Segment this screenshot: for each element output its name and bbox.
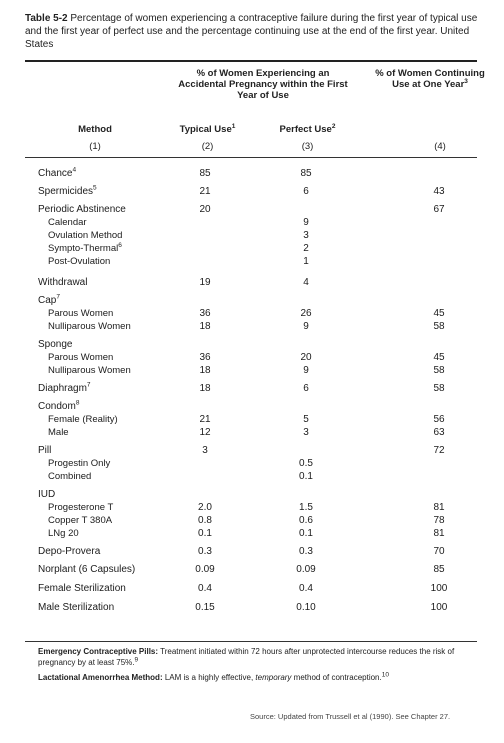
row-label: Parous Women xyxy=(48,352,114,363)
table-row xyxy=(0,470,504,484)
table-row xyxy=(0,426,504,440)
perfect-value: 3 xyxy=(303,427,309,438)
perfect-value: 2 xyxy=(303,243,309,254)
row-label: Withdrawal xyxy=(38,277,88,288)
continuing-header: % of Women Continuing Use at One Year$^3$ xyxy=(375,68,485,90)
row-label: Male xyxy=(48,427,69,438)
group-header: % of Women Experiencing an Accidental Pregnancy within the First Year of Use xyxy=(178,68,348,101)
table-row xyxy=(0,382,504,396)
continuing-value: 100 xyxy=(430,602,448,613)
table-row xyxy=(0,307,504,321)
typical-value: 0.1 xyxy=(198,528,212,539)
footnote-lam: Lactational Amenorrhea Method: LAM is a highly effective, temporary method of contraception.$^{10}$ xyxy=(38,671,389,682)
table-row xyxy=(0,276,504,290)
continuing-value: 100 xyxy=(430,583,448,594)
table-row xyxy=(0,320,504,334)
row-footnote-mark: 5 xyxy=(93,184,97,192)
typical-value: 21 xyxy=(199,414,211,425)
row-label: Depo-Provera xyxy=(38,546,101,557)
row-label: Ovulation Method xyxy=(48,230,123,241)
perfect-value: 6 xyxy=(303,186,309,197)
row-label: Female Sterilization xyxy=(38,583,126,594)
perfect-header: Perfect Use$^2$ xyxy=(279,122,336,135)
row-label: Spermicides$^5$ xyxy=(38,184,97,197)
continuing-value: 81 xyxy=(433,528,445,539)
perfect-value: 1 xyxy=(303,256,309,267)
perfect-value: 3 xyxy=(303,230,309,241)
table-row xyxy=(0,216,504,230)
continuing-value: 58 xyxy=(433,383,445,394)
table-row xyxy=(0,167,504,181)
row-label: Male Sterilization xyxy=(38,602,115,613)
typical-value: 3 xyxy=(202,445,208,456)
bottom-rule xyxy=(25,641,477,642)
row-label: LNg 20 xyxy=(48,528,79,539)
continuing-value: 72 xyxy=(433,445,445,456)
table-row xyxy=(0,563,504,577)
typical-value: 2.0 xyxy=(198,502,212,513)
table-row xyxy=(0,364,504,378)
col2-label: (2) xyxy=(201,141,214,152)
table-row xyxy=(0,501,504,515)
perfect-value: 1.5 xyxy=(299,502,313,513)
footnote-ecp: Emergency Contraceptive Pills: Treatment initiated within 72 hours after unprotected intercourse reduces the risk of pregnancy by at least 75%.$^9$ xyxy=(38,647,455,667)
typical-value: 20 xyxy=(199,204,211,215)
typical-value: 19 xyxy=(199,277,211,288)
perfect-value: 0.1 xyxy=(299,471,313,482)
row-label: Sympto-Thermal$^6$ xyxy=(48,241,122,254)
perfect-value: 9 xyxy=(303,321,309,332)
continuing-value: 58 xyxy=(433,365,445,376)
typical-value: 36 xyxy=(199,308,211,319)
typical-value: 36 xyxy=(199,352,211,363)
typical-value: 0.15 xyxy=(195,602,215,613)
continuing-value: 70 xyxy=(433,546,445,557)
table-row xyxy=(0,255,504,269)
table-row xyxy=(0,545,504,559)
table-row xyxy=(0,457,504,471)
row-footnote-mark: 4 xyxy=(72,166,77,174)
row-label: Sponge xyxy=(38,339,73,350)
row-label: Female (Reality) xyxy=(48,414,118,425)
perfect-value: 4 xyxy=(303,277,309,288)
continuing-value: 45 xyxy=(433,308,445,319)
continuing-value: 81 xyxy=(433,502,445,513)
row-label: Nulliparous Women xyxy=(48,321,131,332)
table-row xyxy=(0,229,504,243)
table-row xyxy=(0,294,504,308)
row-footnote-mark: 8 xyxy=(75,399,80,407)
caption-text: Percentage of women experiencing a contraceptive failure during the first year of typical use and the first year of perfect use and the percentage continuing use at the end of the first year. United States xyxy=(25,13,478,50)
col3-label: (3) xyxy=(301,141,314,152)
typical-value: 12 xyxy=(199,427,211,438)
row-footnote-mark: 7 xyxy=(86,381,91,389)
row-label: Diaphragm$^7$ xyxy=(38,381,91,394)
source-note: Source: Updated from Trussell et al (1990). See Chapter 27. xyxy=(250,712,451,721)
perfect-value: 0.09 xyxy=(296,564,316,575)
continuing-value: 85 xyxy=(433,564,445,575)
continuing-value: 67 xyxy=(433,204,445,215)
col4-label: (4) xyxy=(434,141,446,152)
row-label: Combined xyxy=(48,471,92,482)
perfect-value: 0.10 xyxy=(296,602,316,613)
table-row xyxy=(0,185,504,199)
table-row xyxy=(0,514,504,528)
table-label: Table 5-2 xyxy=(25,13,68,24)
row-footnote-mark: 7 xyxy=(56,293,60,301)
typical-value: 18 xyxy=(199,383,211,394)
row-label: Periodic Abstinence xyxy=(38,204,126,215)
perfect-value: 0.3 xyxy=(299,546,313,557)
row-label: Post-Ovulation xyxy=(48,256,111,267)
row-label: Norplant (6 Capsules) xyxy=(38,564,136,575)
typical-header: Typical Use$^1$ xyxy=(179,122,236,135)
table-row xyxy=(0,242,504,256)
continuing-value: 63 xyxy=(433,427,445,438)
row-label: Calendar xyxy=(48,217,87,228)
table-row xyxy=(0,351,504,365)
table-row xyxy=(0,444,504,458)
table-row xyxy=(0,400,504,414)
continuing-value: 45 xyxy=(433,352,445,363)
typical-value: 18 xyxy=(199,365,211,376)
typical-value: 0.4 xyxy=(198,583,212,594)
row-label: Nulliparous Women xyxy=(48,365,131,376)
row-label: Parous Women xyxy=(48,308,114,319)
typical-value: 85 xyxy=(199,168,211,179)
header-rule xyxy=(25,157,477,158)
row-label: Progesterone T xyxy=(48,502,114,513)
perfect-value: 0.6 xyxy=(299,515,313,526)
row-label: Copper T 380A xyxy=(48,515,113,526)
continuing-value: 58 xyxy=(433,321,445,332)
perfect-value: 0.4 xyxy=(299,583,313,594)
row-footnote-mark: 6 xyxy=(118,241,122,249)
method-header: Method xyxy=(78,124,112,135)
typical-value: 21 xyxy=(199,186,211,197)
perfect-value: 26 xyxy=(300,308,312,319)
typical-value: 0.09 xyxy=(195,564,215,575)
top-rule xyxy=(25,60,477,62)
row-label: IUD xyxy=(38,489,56,500)
perfect-value: 9 xyxy=(303,217,309,228)
row-label: Chance$^4$ xyxy=(38,166,77,179)
perfect-value: 0.5 xyxy=(299,458,313,469)
perfect-value: 6 xyxy=(303,383,309,394)
continuing-value: 78 xyxy=(433,515,445,526)
continuing-value: 43 xyxy=(433,186,445,197)
perfect-value: 85 xyxy=(300,168,312,179)
typical-value: 18 xyxy=(199,321,211,332)
row-label: Progestin Only xyxy=(48,458,111,469)
table-row xyxy=(0,527,504,541)
row-label: Pill xyxy=(38,445,52,456)
row-label: Condom$^8$ xyxy=(38,399,80,412)
row-label: Cap$^7$ xyxy=(38,293,60,306)
table-row xyxy=(0,203,504,217)
typical-value: 0.3 xyxy=(198,546,212,557)
perfect-value: 5 xyxy=(303,414,309,425)
perfect-value: 9 xyxy=(303,365,309,376)
col1-label: (1) xyxy=(89,141,101,152)
typical-value: 0.8 xyxy=(198,515,212,526)
table-row xyxy=(0,413,504,427)
table-row xyxy=(0,338,504,352)
perfect-value: 20 xyxy=(300,352,312,363)
continuing-value: 56 xyxy=(433,414,445,425)
table-row xyxy=(0,582,504,596)
table-caption xyxy=(25,12,485,51)
perfect-value: 0.1 xyxy=(299,528,313,539)
table-row xyxy=(0,601,504,615)
table-row xyxy=(0,488,504,502)
